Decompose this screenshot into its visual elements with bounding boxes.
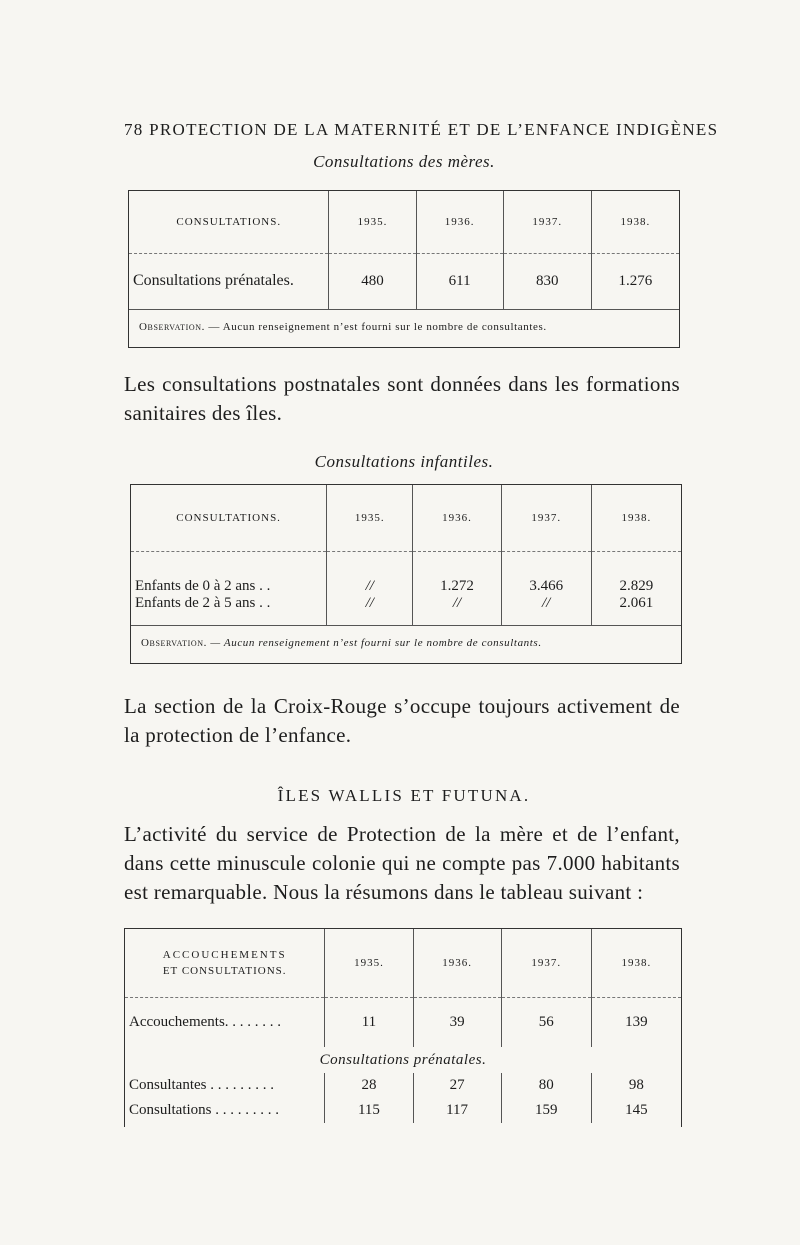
table3-year: 1938. — [591, 929, 681, 997]
obs-text: — Aucun renseignement n’est fourni sur le nombre de consultantes. — [208, 321, 547, 334]
table2-year: 1936. — [413, 485, 501, 551]
cell-value: 145 — [591, 1097, 681, 1123]
table3-year: 1937. — [501, 929, 591, 997]
cell-value: // — [327, 595, 413, 625]
table2-year: 1937. — [501, 485, 591, 551]
table-row — [125, 1097, 681, 1123]
cell-value: 3.466 — [501, 551, 591, 595]
paragraph-postnatal — [124, 370, 680, 428]
table1 — [128, 190, 680, 348]
table-row — [125, 997, 681, 1047]
cell-value: 2.061 — [591, 595, 681, 625]
table1-year: 1937. — [503, 191, 591, 253]
cell-value: 1.276 — [591, 253, 679, 309]
table3 — [124, 928, 682, 1127]
obs-label: Observation. — [141, 637, 208, 650]
table2 — [130, 484, 682, 664]
cell-value: 1.272 — [413, 551, 501, 595]
cell-value: 115 — [325, 1097, 413, 1123]
table2-caption: Consultations infantiles. — [314, 452, 494, 471]
cell-value: // — [501, 595, 591, 625]
row-label: Consultations prénatales. — [129, 253, 329, 309]
row-label: Enfants de 0 à 2 ans . . — [131, 551, 327, 595]
row-label: Consultations . . . . . . . . . — [129, 1101, 280, 1118]
row-label: Enfants de 2 à 5 ans . . — [135, 595, 271, 611]
table3-col-label-line1: ACCOUCHEMENTS — [162, 948, 287, 961]
cell-value: 2.829 — [591, 551, 681, 595]
cell-value: 27 — [413, 1073, 501, 1097]
table1-col-label: CONSULTATIONS. — [176, 215, 282, 228]
table-row — [129, 253, 679, 309]
cell-value: 80 — [501, 1073, 591, 1097]
table-row — [125, 1073, 681, 1097]
cell-value: 159 — [501, 1097, 591, 1123]
row-label: Accouchements. . . . . . . . — [125, 997, 325, 1047]
table-row — [131, 551, 681, 595]
cell-value: // — [413, 595, 501, 625]
row-label: Consultantes . . . . . . . . . — [129, 1076, 274, 1093]
table2-year: 1938. — [591, 485, 681, 551]
obs-label: Observation. — [139, 321, 206, 334]
table1-year: 1936. — [416, 191, 503, 253]
paragraph-text: La section de la Croix-Rouge s’occupe toujours activement de la protection de l’enfance. — [124, 694, 680, 747]
table3-col-label-line2: ET CONSULTATIONS. — [162, 964, 287, 977]
cell-value: 611 — [416, 253, 503, 309]
running-header: 78 PROTECTION DE LA MATERNITÉ ET DE L’ENFANCE INDIGÈNES — [124, 120, 719, 139]
table-row — [131, 595, 681, 625]
table1-caption: Consultations des mères. — [313, 152, 495, 171]
cell-value: 139 — [591, 997, 681, 1047]
table3-year: 1936. — [413, 929, 501, 997]
cell-value: // — [327, 551, 413, 595]
table2-year: 1935. — [327, 485, 413, 551]
table3-col-label — [125, 929, 325, 997]
table1-observation — [129, 309, 679, 345]
table2-col-label: CONSULTATIONS. — [176, 511, 281, 524]
cell-value: 98 — [591, 1073, 681, 1097]
cell-value: 39 — [413, 997, 501, 1047]
table3-subcaption: Consultations prénatales. — [319, 1051, 487, 1068]
table1-year: 1935. — [329, 191, 416, 253]
cell-value: 830 — [503, 253, 591, 309]
table3-year: 1935. — [325, 929, 413, 997]
paragraph-text: L’activité du service de Protection de la mère et de l’enfant, dans cette minuscule colonie qui ne compte pas 7.000 habitants est remarquable. Nous la résumons dans le tableau suivant : — [124, 822, 680, 904]
table1-year: 1938. — [591, 191, 679, 253]
cell-value: 480 — [329, 253, 416, 309]
cell-value: 117 — [413, 1097, 501, 1123]
cell-value: 28 — [325, 1073, 413, 1097]
cell-value: 11 — [325, 997, 413, 1047]
cell-value: 56 — [501, 997, 591, 1047]
section-title: ÎLES WALLIS ET FUTUNA. — [277, 786, 531, 805]
table2-observation — [131, 625, 681, 661]
paragraph-croix-rouge — [124, 692, 680, 750]
paragraph-wallis — [124, 820, 680, 907]
paragraph-text: Les consultations postnatales sont données dans les formations sanitaires des îles. — [124, 372, 680, 425]
obs-text: — Aucun renseignement n’est fourni sur le nombre de consultants. — [210, 637, 542, 650]
